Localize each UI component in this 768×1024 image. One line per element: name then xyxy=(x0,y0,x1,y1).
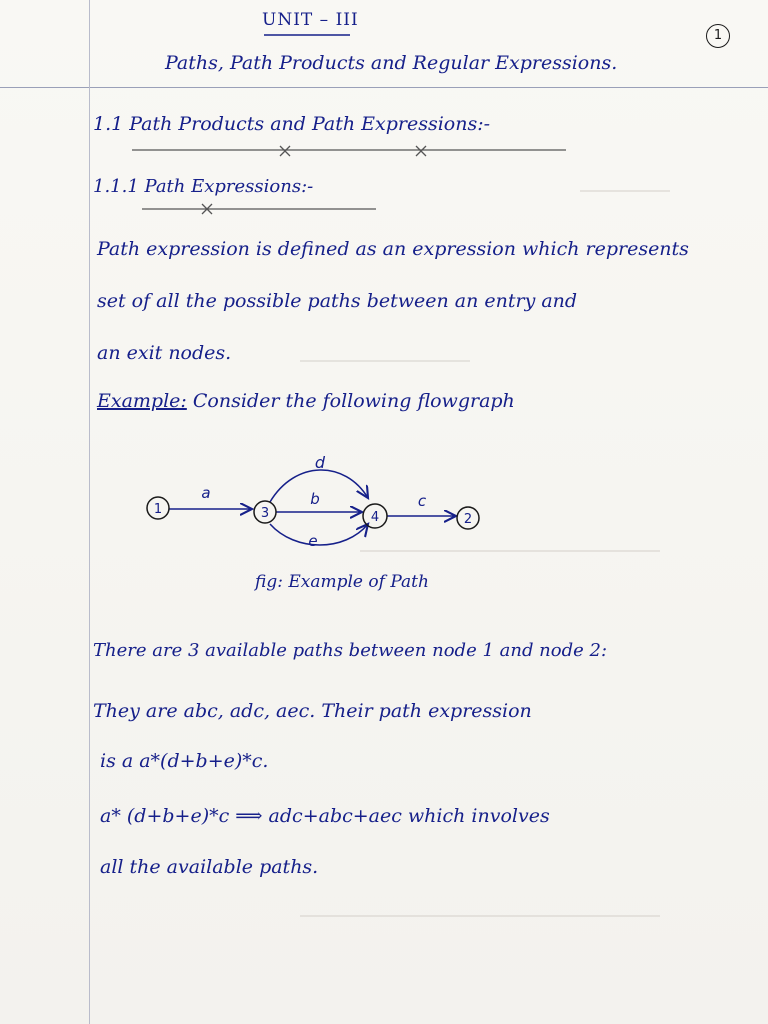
unit-title-underline xyxy=(262,32,352,38)
node-2-label: 2 xyxy=(463,512,473,527)
section-heading-1-1-1: 1.1.1 Path Expressions:- xyxy=(93,176,314,197)
body-line-1: Path expression is defined as an expression which represents xyxy=(97,238,689,260)
section-1-1-underline xyxy=(130,143,570,165)
edge-e xyxy=(270,524,368,545)
paragraph-line-2: They are abc, adc, aec. Their path expression xyxy=(93,700,532,722)
top-rule-line xyxy=(0,87,768,88)
example-text: Consider the following flowgraph xyxy=(192,390,515,412)
bleed-through-mark xyxy=(360,550,660,552)
paragraph-line-5: all the available paths. xyxy=(100,856,319,878)
edge-label-b: b xyxy=(310,490,320,508)
flowgraph-diagram xyxy=(130,440,510,560)
edge-label-a: a xyxy=(201,484,211,502)
node-1-label: 1 xyxy=(153,502,163,517)
bleed-through-mark xyxy=(300,360,470,362)
main-heading: Paths, Path Products and Regular Expressions. xyxy=(165,52,618,74)
unit-title: UNIT – III xyxy=(262,10,359,30)
body-line-2: set of all the possible paths between an entry and xyxy=(97,290,578,312)
body-line-3: an exit nodes. xyxy=(97,342,232,364)
paragraph-line-4: a* (d+b+e)*c ⟹ adc+abc+aec which involves xyxy=(100,805,550,827)
edge-label-d: d xyxy=(314,453,326,472)
example-line xyxy=(97,390,515,412)
edge-label-e: e xyxy=(308,532,318,550)
node-4-label: 4 xyxy=(370,510,380,525)
edge-label-c: c xyxy=(417,492,427,510)
section-heading-1-1: 1.1 Path Products and Path Expressions:- xyxy=(93,113,491,135)
figure-caption: fig: Example of Path xyxy=(255,572,429,592)
bleed-through-mark xyxy=(300,915,660,917)
bleed-through-mark xyxy=(580,190,670,192)
section-1-1-1-underline xyxy=(140,200,380,220)
margin-line xyxy=(89,0,90,1024)
paragraph-line-3: is a a*(d+b+e)*c. xyxy=(100,750,269,772)
node-3-label: 3 xyxy=(260,506,270,521)
page-number-badge: 1 xyxy=(706,24,730,48)
paragraph-line-1: There are 3 available paths between node 1 and node 2: xyxy=(93,640,608,661)
example-label: Example: xyxy=(97,390,187,412)
